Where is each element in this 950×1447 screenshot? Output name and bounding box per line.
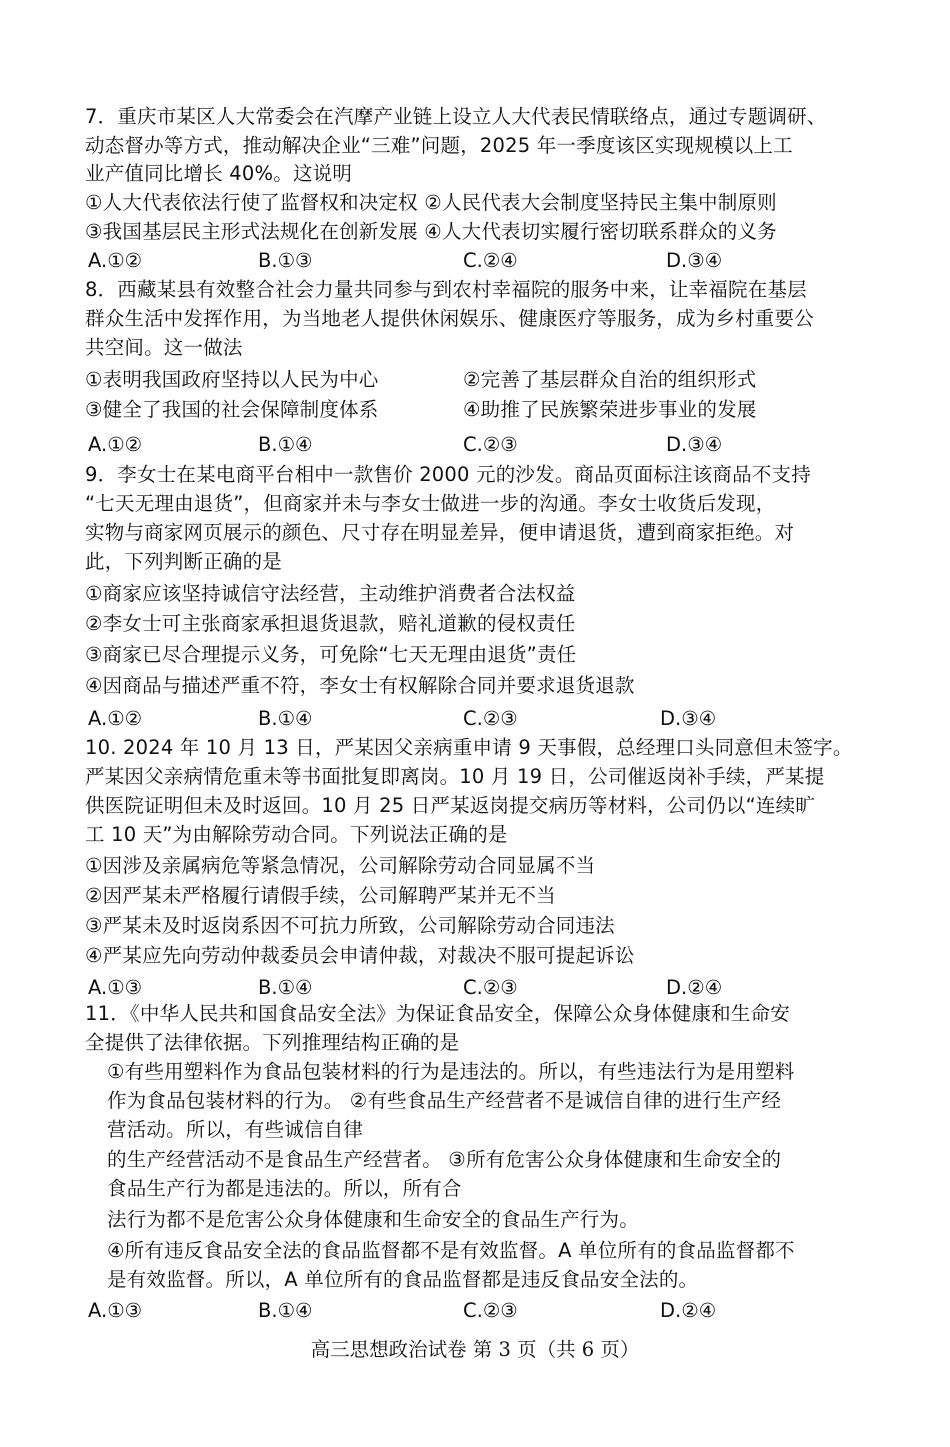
statement-item: ④所有违反食品安全法的食品监督都不是有效监督。A 单位所有的食品监督都不 (107, 1239, 795, 1262)
question-stem-line: 全提供了法律依据。下列推理结构正确的是 (85, 1031, 460, 1054)
statement-item: ④因商品与描述严重不符，李女士有权解除合同并要求退货退款 (85, 674, 635, 697)
statement-item: 作为食品包装材料的行为。 ②有些食品生产经营者不是诚信自律的进行生产经 (107, 1089, 782, 1112)
statement-item: 食品生产行为都是违法的。所以，所有合 (107, 1177, 462, 1200)
answer-option-c: C.②③ (463, 1299, 518, 1322)
statement-item: 法行为都不是危害公众身体健康和生命安全的食品生产行为。 (107, 1208, 639, 1231)
question-stem-line: 8．西藏某县有效整合社会力量共同参与到农村幸福院的服务中来，让幸福院在基层 (85, 278, 807, 301)
answer-option-c: C.②③ (463, 707, 518, 730)
statement-item: ②李女士可主张商家承担退货退款，赔礼道歉的侵权责任 (85, 612, 576, 635)
answer-option-a: A.①③ (88, 1299, 143, 1322)
question-stem-line: 供医院证明但未及时返回。10 月 25 日严某返岗提交病历等材料，公司仍以“连续旷 (85, 794, 816, 817)
answer-option-d: D.③④ (666, 249, 723, 272)
answer-option-c: C.②③ (463, 433, 518, 456)
question-stem-line: 此，下列判断正确的是 (85, 550, 283, 573)
statement-item: ①商家应该坚持诚信守法经营，主动维护消费者合法权益 (85, 582, 576, 605)
question-stem-line: 7．重庆市某区人大常委会在汽摩产业链上设立人大代表民情联络点，通过专题调研、 (85, 105, 827, 128)
statement-item: 的生产经营活动不是食品生产经营者。 ③所有危害公众身体健康和生命安全的 (107, 1148, 782, 1171)
answer-option-c: C.②③ (463, 976, 518, 999)
statement-item: 是有效监督。所以，A 单位所有的食品监督都是违反食品安全法的。 (107, 1268, 699, 1291)
answer-option-b: B.①④ (258, 1299, 313, 1322)
question-stem-line: 群众生活中发挥作用，为当地老人提供休闲娱乐、健康医疗等服务，成为乡村重要公 (85, 307, 814, 330)
answer-option-d: D.③④ (666, 433, 723, 456)
answer-option-b: B.①④ (258, 707, 313, 730)
answer-option-a: A.①② (88, 433, 143, 456)
statement-item: ④助推了民族繁荣进步事业的发展 (463, 398, 757, 421)
answer-option-b: B.①③ (258, 249, 313, 272)
answer-option-c: C.②④ (463, 249, 518, 272)
question-stem-line: 11．《中华人民共和国食品安全法》为保证食品安全，保障公众身体健康和生命安 (85, 1002, 790, 1025)
question-stem-line: 工 10 天”为由解除劳动合同。下列说法正确的是 (85, 823, 508, 846)
statement-item: ③商家已尽合理提示义务，可免除“七天无理由退货”责任 (85, 643, 577, 666)
answer-option-a: A.①③ (88, 976, 143, 999)
answer-option-d: D.②④ (666, 976, 723, 999)
statement-item: ①人大代表依法行使了监督权和决定权 ②人民代表大会制度坚持民主集中制原则 (85, 191, 777, 214)
question-stem-line: 10. 2024 年 10 月 13 日，严某因父亲病重申请 9 天事假，总经理口头同意但未签字。 (85, 736, 853, 759)
statement-item: ①因涉及亲属病危等紧急情况，公司解除劳动合同显属不当 (85, 854, 596, 877)
question-stem-line: 动态督办等方式，推动解决企业“三难”问题，2025 年一季度该区实现规模以上工 (85, 134, 793, 157)
answer-option-d: D.③④ (660, 707, 717, 730)
statement-item: ①有些用塑料作为食品包装材料的行为是违法的。所以，有些违法行为是用塑料 (107, 1060, 795, 1083)
statement-item: ②因严某未严格履行请假手续，公司解聘严某并无不当 (85, 884, 556, 907)
statement-item: ③我国基层民主形式法规化在创新发展 ④人大代表切实履行密切联系群众的义务 (85, 220, 777, 243)
statement-item: ④严某应先向劳动仲裁委员会申请仲裁，对裁决不服可提起诉讼 (85, 944, 635, 967)
answer-option-d: D.②④ (660, 1299, 717, 1322)
answer-option-a: A.①② (88, 707, 143, 730)
question-stem-line: 业产值同比增长 40%。这说明 (85, 162, 353, 185)
answer-option-a: A.①② (88, 249, 143, 272)
statement-item: 营活动。所以，有些诚信自律 (107, 1118, 364, 1141)
question-stem-line: 共空间。这一做法 (85, 336, 243, 359)
question-stem-line: 严某因父亲病情危重未等书面批复即离岗。10 月 19 日，公司催返岗补手续，严某提 (85, 765, 825, 788)
statement-item: ①表明我国政府坚持以人民为中心 (85, 368, 379, 391)
statement-item: ③健全了我国的社会保障制度体系 (85, 398, 379, 421)
statement-item: ②完善了基层群众自治的组织形式 (463, 368, 757, 391)
answer-option-b: B.①④ (258, 976, 313, 999)
statement-item: ③严某未及时返岗系因不可抗力所致，公司解除劳动合同违法 (85, 914, 615, 937)
question-stem-line: 9．李女士在某电商平台相中一款售价 2000 元的沙发。商品页面标注该商品不支持 (85, 463, 811, 486)
answer-option-b: B.①④ (258, 433, 313, 456)
question-stem-line: 实物与商家网页展示的颜色、尺寸存在明显差异，便申请退货，遭到商家拒绝。对 (85, 521, 795, 544)
question-stem-line: “七天无理由退货”，但商家并未与李女士做进一步的沟通。李女士收货后发现， (85, 492, 776, 515)
page-footer: 高三思想政治试卷 第 3 页（共 6 页） (310, 1338, 640, 1361)
